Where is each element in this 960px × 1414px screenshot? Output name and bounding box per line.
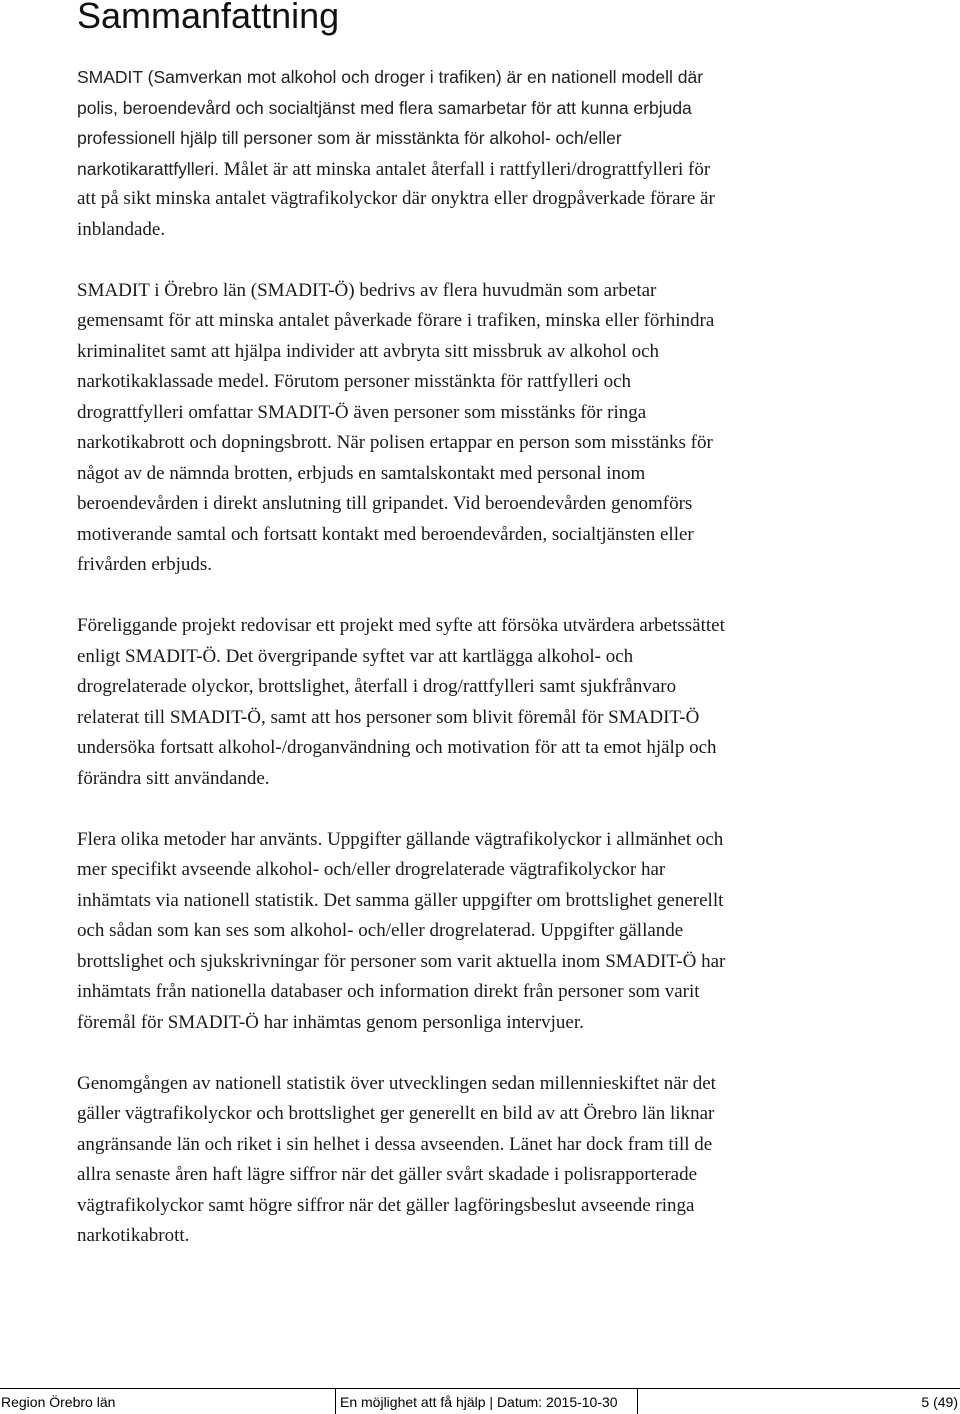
paragraph-line: något av de nämnda brotten, erbjuds en samtalskontakt med personal inom — [77, 462, 646, 484]
paragraph-line: föremål för SMADIT-Ö har inhämtas genom personliga intervjuer. — [77, 1011, 584, 1033]
paragraph-line: gäller vägtrafikolyckor och brottslighet ger generellt en bild av att Örebro län liknar — [77, 1103, 715, 1124]
paragraph-line: beroendevården i direkt anslutning till gripandet. Vid beroendevården genomförs — [77, 493, 693, 514]
paragraph-line: motiverande samtal och fortsatt kontakt med beroendevården, socialtjänsten eller — [77, 523, 694, 545]
paragraph — [77, 1069, 937, 1252]
document-body — [77, 62, 937, 1282]
paragraph-line: förändra sitt användande. — [77, 767, 270, 789]
paragraph-line: drograttfylleri omfattar SMADIT-Ö även personer som misstänks för ringa — [77, 401, 647, 423]
paragraph-line: narkotikaklassade medel. Förutom personer misstänkta för rattfylleri och — [77, 371, 632, 392]
paragraph-line: Föreliggande projekt redovisar ett projekt med syfte att försöka utvärdera arbetssättet — [77, 615, 725, 636]
paragraph — [77, 276, 937, 581]
paragraph-line: brottslighet och sjukskrivningar för personer som varit aktuella inom SMADIT-Ö har — [77, 950, 726, 972]
paragraph-line-segment: Målet är att minska antalet återfall i rattfylleri/drograttfylleri för — [223, 158, 711, 180]
footer-document-info: En möjlighet att få hjälp | Datum: 2015-10-30 — [335, 1389, 637, 1414]
paragraph-line: kriminalitet samt att hjälpa individer att avbryta sitt missbruk av alkohol och — [77, 340, 660, 362]
paragraph-line: att på sikt minska antalet vägtrafikolyckor där onyktra eller drogpåverkade förare är — [77, 188, 715, 209]
page-footer — [0, 1388, 960, 1414]
paragraph-line: narkotikabrott. — [77, 1225, 190, 1246]
paragraph-line-segment: narkotikarattfylleri. — [77, 158, 219, 179]
paragraph-line: vägtrafikolyckor samt högre siffror när det gäller lagföringsbeslut avseende ringa — [77, 1194, 695, 1216]
paragraph-line: Flera olika metoder har använts. Uppgifter gällande vägtrafikolyckor i allmänhet och — [77, 828, 724, 850]
paragraph — [77, 611, 937, 794]
paragraph-line: SMADIT (Samverkan mot alkohol och droger i trafiken) är en nationell modell där — [77, 67, 704, 87]
paragraph-line: gemensamt för att minska antalet påverkade förare i trafiken, minska eller förhindra — [77, 310, 715, 331]
paragraph-line: Genomgången av nationell statistik över utvecklingen sedan millennieskiftet när det — [77, 1072, 716, 1094]
paragraph-line — [77, 154, 937, 185]
paragraph — [77, 62, 937, 245]
paragraph-line: enligt SMADIT-Ö. Det övergripande syftet var att kartlägga alkohol- och — [77, 645, 634, 667]
paragraph-line: frivården erbjuds. — [77, 554, 213, 575]
paragraph-line: inhämtats från nationella databaser och information direkt från personer som varit — [77, 981, 700, 1002]
footer-organization: Region Örebro län — [1, 1394, 116, 1410]
page-title: Sammanfattning — [77, 0, 340, 36]
paragraph-line: inhämtats via nationell statistik. Det samma gäller uppgifter om brottslighet generellt — [77, 889, 724, 911]
paragraph-line: undersöka fortsatt alkohol-/droganvändning och motivation för att ta emot hjälp och — [77, 737, 717, 758]
footer-page-number: 5 (49) — [637, 1389, 960, 1414]
paragraph — [77, 825, 937, 1039]
paragraph-line: relaterat till SMADIT-Ö, samt att hos personer som blivit föremål för SMADIT-Ö — [77, 706, 700, 728]
paragraph-line: SMADIT i Örebro län (SMADIT-Ö) bedrivs av flera huvudmän som arbetar — [77, 279, 657, 301]
paragraph-line: angränsande län och riket i sin helhet i dessa avseenden. Länet har dock fram till de — [77, 1133, 713, 1155]
paragraph-line: polis, beroendevård och socialtjänst med flera samarbetar för att kunna erbjuda — [77, 97, 692, 118]
paragraph-line: allra senaste åren haft lägre siffror när det gäller svårt skadade i polisrapporterade — [77, 1164, 698, 1185]
paragraph-line: narkotikabrott och dopningsbrott. När polisen ertappar en person som misstänks för — [77, 432, 713, 453]
paragraph-line: drogrelaterade olyckor, brottslighet, återfall i drog/rattfylleri samt sjukfrånvaro — [77, 676, 677, 697]
paragraph-line: inblandade. — [77, 218, 166, 240]
paragraph-line: och sådan som kan ses som alkohol- och/eller drogrelaterad. Uppgifter gällande — [77, 920, 684, 941]
paragraph-line: professionell hjälp till personer som är misstänkta för alkohol- och/eller — [77, 128, 622, 148]
paragraph-line: mer specifikt avseende alkohol- och/eller drogrelaterade vägtrafikolyckor har — [77, 859, 666, 880]
